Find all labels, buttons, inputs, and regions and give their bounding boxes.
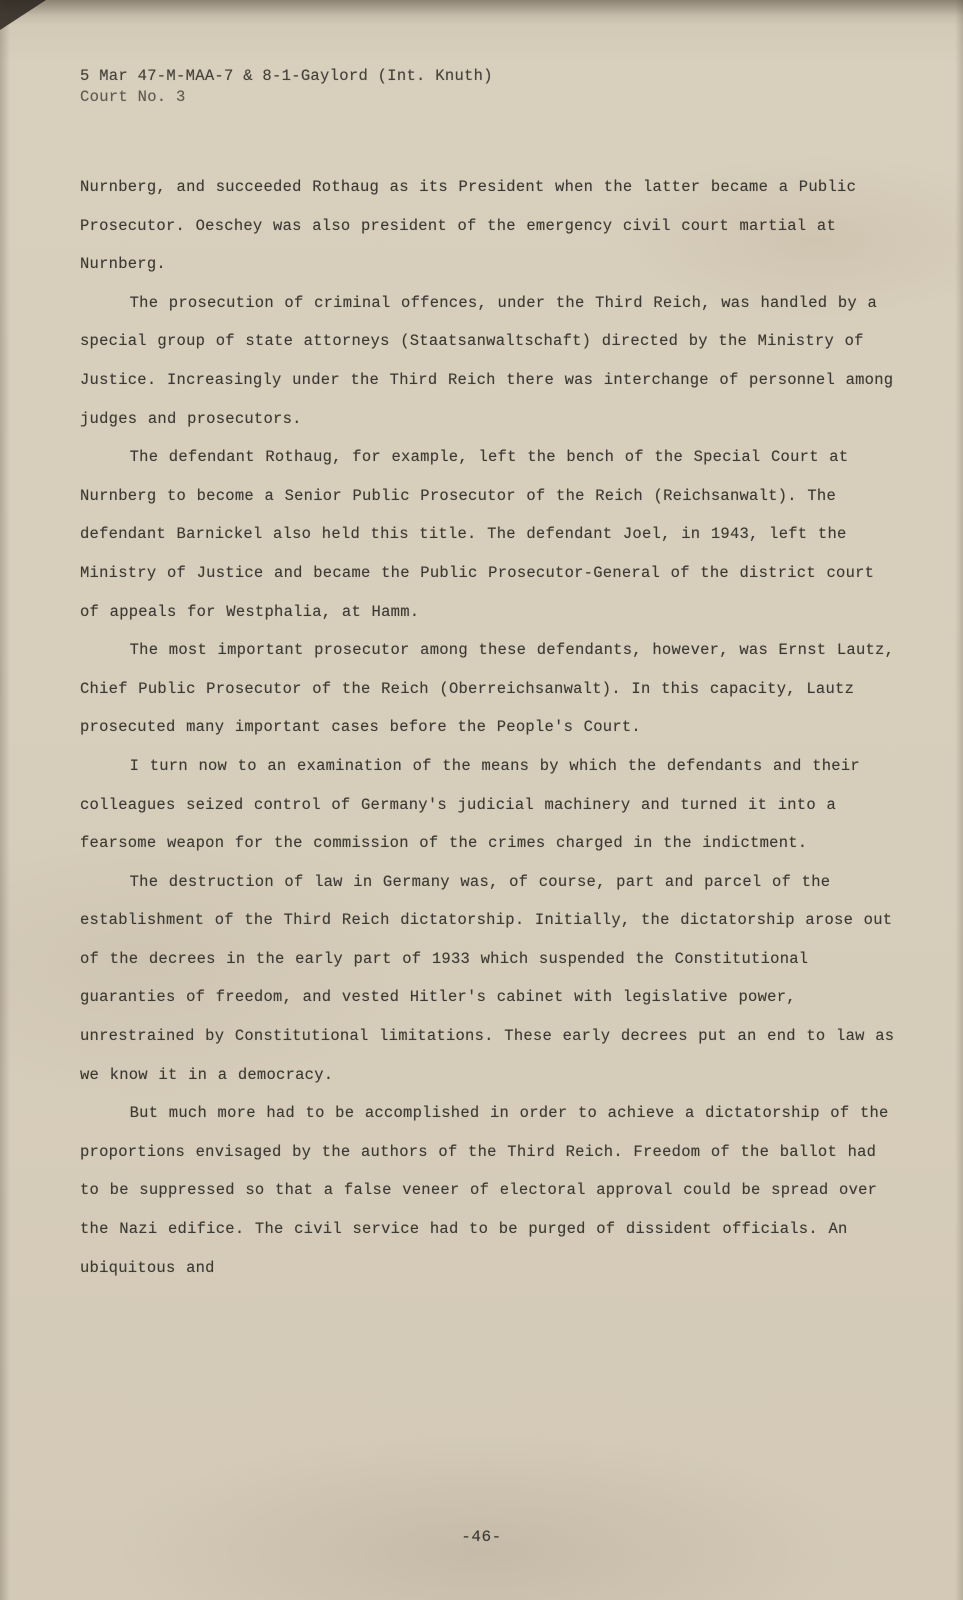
page-left-edge [0,0,10,1600]
paragraph: The defendant Rothaug, for example, left the bench of the Special Court at Nurnberg to become a Senior Public Prosecutor of the Reich (Reichsanwalt). The defendant Barnickel also held this title. The defendant Joel, in 1943, left the Ministry of Justice and became the Public Prosecutor-General of the district court of appeals for Westphalia, at Hamm. [80,448,875,621]
page-number: -46- [461,1528,502,1546]
page-right-edge [955,0,963,1600]
paragraph: But much more had to be accomplished in order to achieve a dictatorship of the proportions envisaged by the authors of the Third Reich. Freedom of the ballot had to be suppressed so that a false veneer of electoral approval could be spread over the Nazi edifice. The civil service had to be purged of dissident officials. An ubiquitous and [80,1104,889,1277]
header-court-line: Court No. 3 [80,88,186,106]
header-case-line: 5 Mar 47-M-MAA-7 & 8-1-Gaylord (Int. Knuth) [80,67,493,85]
document-body [80,168,898,1287]
paragraph: I turn now to an examination of the means by which the defendants and their colleagues seized control of Germany's judicial machinery and turned it into a fearsome weapon for the commission of the crimes charged in the indictment. [80,756,860,853]
paragraph: The prosecution of criminal offences, under the Third Reich, was handled by a special group of state attorneys (Staatsanwaltschaft) directed by the Ministry of Justice. Increasingly under the Third Reich there was interchange of personnel among judges and prosecutors. [80,293,894,428]
page-top-edge [0,0,963,26]
paragraph: The destruction of law in Germany was, of course, part and parcel of the establishment of the Third Reich dictatorship. Initially, the dictatorship arose out of the decrees in the early part of 1933 which suspended the Constitutional guaranties of freedom, and vested Hitler's cabinet with legislative power, unrestrained by Constitutional limitations. These early decrees put an end to law as we know it in a democracy. [80,872,895,1084]
document-header [80,66,493,108]
paragraph: The most important prosecutor among these defendants, however, was Ernst Lautz, Chief Public Prosecutor of the Reich (Oberreichsanwalt). In this capacity, Lautz prosecuted many important cases before the People's Court. [80,641,895,737]
paragraph: Nurnberg, and succeeded Rothaug as its President when the latter became a Public Prosecutor. Oeschey was also president of the emergency civil court martial at Nurnberg. [80,178,857,274]
